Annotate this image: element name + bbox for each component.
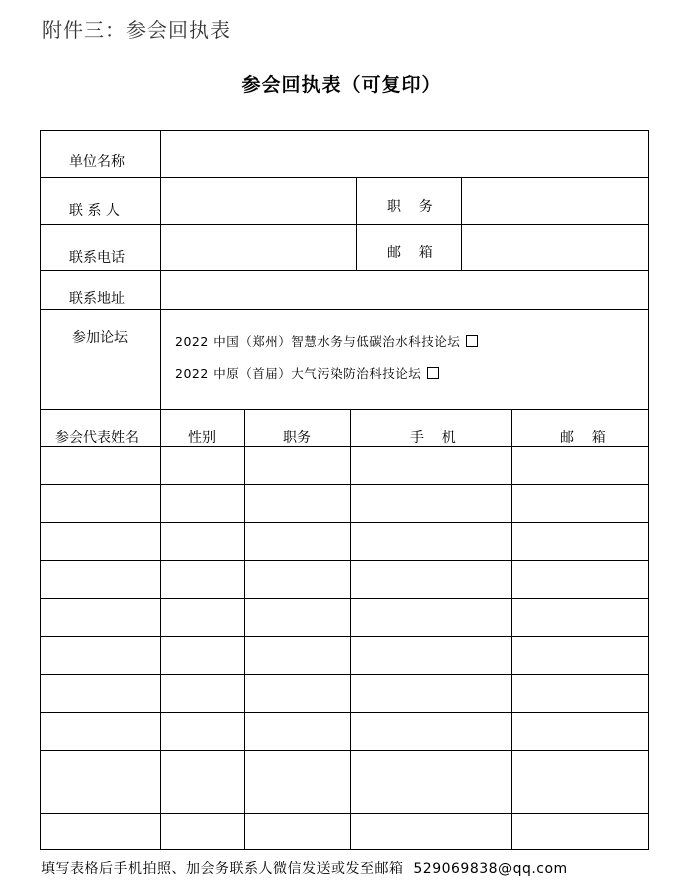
unit-name-label: 单位名称: [69, 154, 125, 170]
delegate-name-field[interactable]: [40, 560, 161, 599]
footer-note: 填写表格后手机拍照、加会务联系人微信发送或发至邮箱 529069838@qq.com: [41, 861, 568, 877]
phone-label-cell: [40, 224, 161, 271]
delegate-gender-field[interactable]: [160, 636, 245, 675]
delegate-gender-field[interactable]: [160, 674, 245, 713]
address-label-cell: [40, 270, 161, 310]
header-mobile: 手 机: [410, 430, 456, 446]
header-name-cell: [40, 409, 161, 447]
header-mobile-cell: [350, 409, 512, 447]
delegate-mobile-field[interactable]: [350, 484, 512, 523]
delegate-position-field[interactable]: [244, 674, 351, 713]
delegate-position-field[interactable]: [244, 598, 351, 637]
header-position-cell: [244, 409, 351, 447]
delegate-name-field[interactable]: [40, 636, 161, 675]
attachment-label: 附件三：参会回执表: [42, 18, 231, 42]
forum-options-cell: [160, 309, 649, 410]
contact-field[interactable]: [160, 177, 357, 225]
position-label: 职 务: [387, 199, 433, 215]
delegate-mobile-field[interactable]: [350, 560, 512, 599]
header-name: 参会代表姓名: [55, 430, 139, 446]
delegate-email-field[interactable]: [511, 813, 649, 850]
delegate-gender-field[interactable]: [160, 560, 245, 599]
delegate-email-field[interactable]: [511, 484, 649, 523]
position-field[interactable]: [461, 177, 649, 225]
header-gender: 性别: [188, 430, 216, 446]
delegate-mobile-field[interactable]: [350, 674, 512, 713]
contact-label: 联 系 人: [69, 203, 120, 219]
delegate-mobile-field[interactable]: [350, 750, 512, 814]
delegate-position-field[interactable]: [244, 522, 351, 561]
delegate-name-field[interactable]: [40, 813, 161, 850]
contact-label-cell: [40, 177, 161, 225]
header-email-cell: [511, 409, 649, 447]
delegate-position-field[interactable]: [244, 446, 351, 485]
delegate-position-field[interactable]: [244, 813, 351, 850]
delegate-name-field[interactable]: [40, 446, 161, 485]
delegate-mobile-field[interactable]: [350, 813, 512, 850]
delegate-name-field[interactable]: [40, 750, 161, 814]
delegate-position-field[interactable]: [244, 484, 351, 523]
delegate-email-field[interactable]: [511, 674, 649, 713]
delegate-gender-field[interactable]: [160, 750, 245, 814]
delegate-name-field[interactable]: [40, 522, 161, 561]
header-email: 邮 箱: [560, 430, 606, 446]
delegate-email-field[interactable]: [511, 636, 649, 675]
header-position: 职务: [283, 430, 311, 446]
delegate-mobile-field[interactable]: [350, 522, 512, 561]
delegate-email-field[interactable]: [511, 446, 649, 485]
delegate-gender-field[interactable]: [160, 484, 245, 523]
delegate-mobile-field[interactable]: [350, 446, 512, 485]
email-label: 邮 箱: [387, 245, 433, 261]
address-label: 联系地址: [69, 291, 125, 307]
delegate-position-field[interactable]: [244, 750, 351, 814]
delegate-mobile-field[interactable]: [350, 712, 512, 751]
forum-option-2: [175, 364, 439, 382]
forum-option-1: [175, 332, 478, 350]
forum-label-cell: [40, 309, 161, 410]
delegate-email-field[interactable]: [511, 712, 649, 751]
unit-name-field[interactable]: [160, 130, 649, 178]
forum-option-2-label: 2022 中原（首届）大气污染防治科技论坛: [175, 366, 422, 381]
position-label-cell: [356, 177, 462, 225]
delegate-gender-field[interactable]: [160, 446, 245, 485]
forum-option-1-checkbox[interactable]: [466, 335, 478, 347]
page-title: 参会回执表（可复印）: [241, 74, 442, 96]
unit-name-label-cell: [40, 130, 161, 178]
forum-option-2-checkbox[interactable]: [427, 367, 439, 379]
delegate-name-field[interactable]: [40, 674, 161, 713]
phone-field[interactable]: [160, 224, 357, 271]
forum-option-1-label: 2022 中国（郑州）智慧水务与低碳治水科技论坛: [175, 334, 461, 349]
delegate-gender-field[interactable]: [160, 712, 245, 751]
delegate-position-field[interactable]: [244, 712, 351, 751]
delegate-gender-field[interactable]: [160, 522, 245, 561]
delegate-mobile-field[interactable]: [350, 636, 512, 675]
email-field[interactable]: [461, 224, 649, 271]
delegate-gender-field[interactable]: [160, 598, 245, 637]
delegate-gender-field[interactable]: [160, 813, 245, 850]
registration-table: [40, 130, 649, 849]
delegate-name-field[interactable]: [40, 712, 161, 751]
email-label-cell: [356, 224, 462, 271]
delegate-position-field[interactable]: [244, 636, 351, 675]
delegate-position-field[interactable]: [244, 560, 351, 599]
forum-label: 参加论坛: [72, 330, 128, 346]
delegate-email-field[interactable]: [511, 560, 649, 599]
delegate-name-field[interactable]: [40, 598, 161, 637]
delegate-name-field[interactable]: [40, 484, 161, 523]
address-field[interactable]: [160, 270, 649, 310]
delegate-email-field[interactable]: [511, 522, 649, 561]
phone-label: 联系电话: [69, 250, 125, 266]
header-gender-cell: [160, 409, 245, 447]
delegate-mobile-field[interactable]: [350, 598, 512, 637]
delegate-email-field[interactable]: [511, 750, 649, 814]
delegate-email-field[interactable]: [511, 598, 649, 637]
